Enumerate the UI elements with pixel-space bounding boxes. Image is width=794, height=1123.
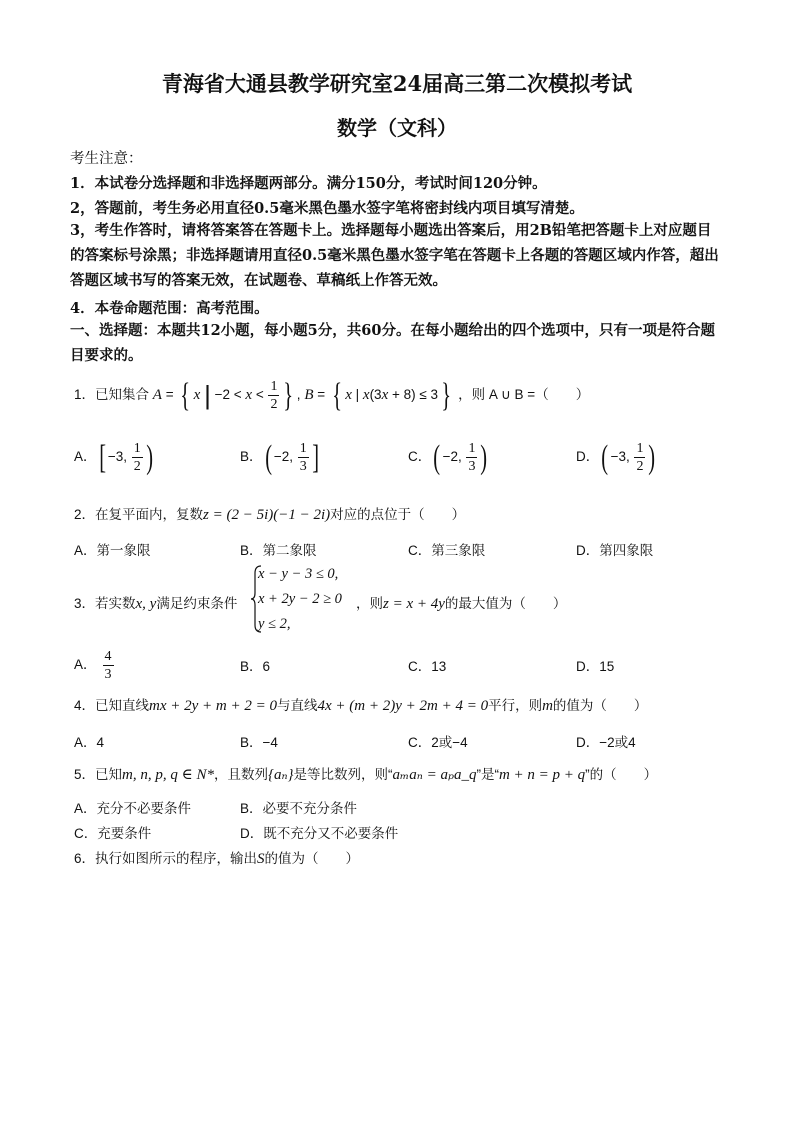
q2-stem-b: 对应的点位于（ ） <box>330 507 466 522</box>
q2-option-c: C．第三象限 <box>408 543 486 558</box>
q3-option-c-value: 13 <box>431 659 447 674</box>
notice-item-2: 2，答题前，考生务必用直径0.5毫米黑色墨水签字笔将密封线内项目填写清楚。 <box>70 200 584 217</box>
constraint-2: x + 2y − 2 ≥ 0 <box>258 591 342 607</box>
q3-stem-c: ，则 <box>356 596 383 611</box>
question-1: 1．已知集合 A = { x | −2 < x < $\frac{1}{2}$ } , B = { x | x(3x + 8) ≤ 3} ，则 A ∪ B =（ ） <box>74 376 590 414</box>
q6-stem-a: 6．执行如图所示的程序，输出 <box>74 851 258 866</box>
q4-stem-d: 的值为（ ） <box>552 698 648 713</box>
q3-option-b-value: 6 <box>262 659 271 674</box>
q5-stem-d: ”是“ <box>476 767 499 782</box>
q5-option-a: A．充分不必要条件 <box>74 801 192 816</box>
q5-stem-a: 5．已知 <box>74 767 123 782</box>
q2-stem-a: 2．在复平面内，复数 <box>74 507 204 522</box>
q5-cond1: aₘaₙ = aₚa_q <box>392 767 477 783</box>
q5-option-d: D．既不充分又不必要条件 <box>240 826 399 841</box>
q3-option-a: A． $\frac{4}{3}$ <box>74 649 112 682</box>
q3-option-b: B．6 <box>240 659 271 674</box>
q4-stem-c: 平行，则 <box>488 698 543 713</box>
q5-option-b: B．必要不充分条件 <box>240 801 358 816</box>
q4-stem-b: 与直线 <box>276 698 318 713</box>
q4-option-a: A．4 <box>74 735 105 750</box>
q5-stem-b: ，且数列 <box>213 767 268 782</box>
exam-subtitle: 数学（文科） <box>337 116 457 140</box>
q3-stem-d: 的最大值为（ ） <box>444 596 567 611</box>
q5-option-c: C．充要条件 <box>74 826 152 841</box>
q1-suffix: ，则 A ∪ B =（ ） <box>458 387 590 403</box>
q4-option-c: C．2或−4 <box>408 735 468 750</box>
q4-line2: 4x + (m + 2)y + 2m + 4 = 0 <box>317 698 489 714</box>
q3-option-d: D．15 <box>576 659 615 674</box>
q4-line1: mx + 2y + m + 2 = 0 <box>149 698 277 714</box>
q3-target: z = x + 4y <box>383 596 445 612</box>
exam-title: 青海省大通县教学研究室24届高三第二次模拟考试 <box>161 71 633 96</box>
q3-stem-b: 满足约束条件 <box>156 596 238 611</box>
question-2 <box>74 503 465 524</box>
q3-vars: x, y <box>135 596 157 612</box>
q5-vars: m, n, p, q ∈ N* <box>122 767 214 783</box>
q5-stem-e: ”的（ ） <box>585 767 658 782</box>
constraint-3: y ≤ 2, <box>258 616 291 632</box>
q4-stem-a: 4．已知直线 <box>74 698 150 713</box>
constraint-1: x − y − 3 ≤ 0, <box>258 566 339 582</box>
q4-var: m <box>542 698 553 714</box>
q3-option-c: C．13 <box>408 659 447 674</box>
q3-option-d-value: 15 <box>599 659 615 674</box>
section-1-heading: 一、选择题：本题共12小题，每小题5分，共60分。在每小题给出的四个选项中，只有一项是符合题目要求的。 <box>70 322 715 364</box>
q4-option-b: B．−4 <box>240 735 278 750</box>
q6-var: S <box>257 851 265 867</box>
question-3-stem-left <box>74 592 237 613</box>
q1-option-c: C．( −2, $\frac{1}{3}$ ) <box>408 438 488 476</box>
notice-item-4: 4．本卷命题范围：高考范围。 <box>70 300 269 317</box>
q1-prefix: 1．已知集合 <box>74 387 150 403</box>
notice-item-1: 1．本试卷分选择题和非选择题两部分。满分150分，考试时间120分钟。 <box>70 175 547 192</box>
question-4 <box>74 694 647 715</box>
question-6 <box>74 847 359 868</box>
q5-seq: {aₙ} <box>267 767 294 783</box>
q5-stem-c: 是等比数列，则“ <box>293 767 393 782</box>
question-3-stem-right <box>356 592 566 613</box>
q2-expr: z = (2 − 5i)(−1 − 2i) <box>203 507 331 523</box>
q1-option-a: A．[ −3, $\frac{1}{2}$ ) <box>74 438 153 476</box>
q2-option-d: D．第四象限 <box>576 543 654 558</box>
question-5 <box>74 763 657 784</box>
q2-option-a: A．第一象限 <box>74 543 151 558</box>
notice-item-3: 3，考生作答时，请将答案答在答题卡上。选择题每小题选出答案后，用2B铅笔把答题卡上对应题目的答案标号涂黑；非选择题请用直径0.5毫米黑色墨水签字笔在答题卡上各题的答题区域内作答，超出答题区域书写的答案无效，在试题卷、草稿纸上作答无效。 <box>70 222 719 289</box>
q2-option-b: B．第二象限 <box>240 543 317 558</box>
q3-stem-a: 3．若实数 <box>74 596 136 611</box>
q5-cond2: m + n = p + q <box>498 767 586 783</box>
q1-option-d: D．( −3, $\frac{1}{2}$ ) <box>576 438 656 476</box>
q1-option-b: B．( −2, $\frac{1}{3}$ ] <box>240 438 319 476</box>
q6-stem-b: 的值为（ ） <box>264 851 360 866</box>
notice-heading: 考生注意： <box>70 151 143 167</box>
q4-option-d: D．−2或4 <box>576 735 636 750</box>
